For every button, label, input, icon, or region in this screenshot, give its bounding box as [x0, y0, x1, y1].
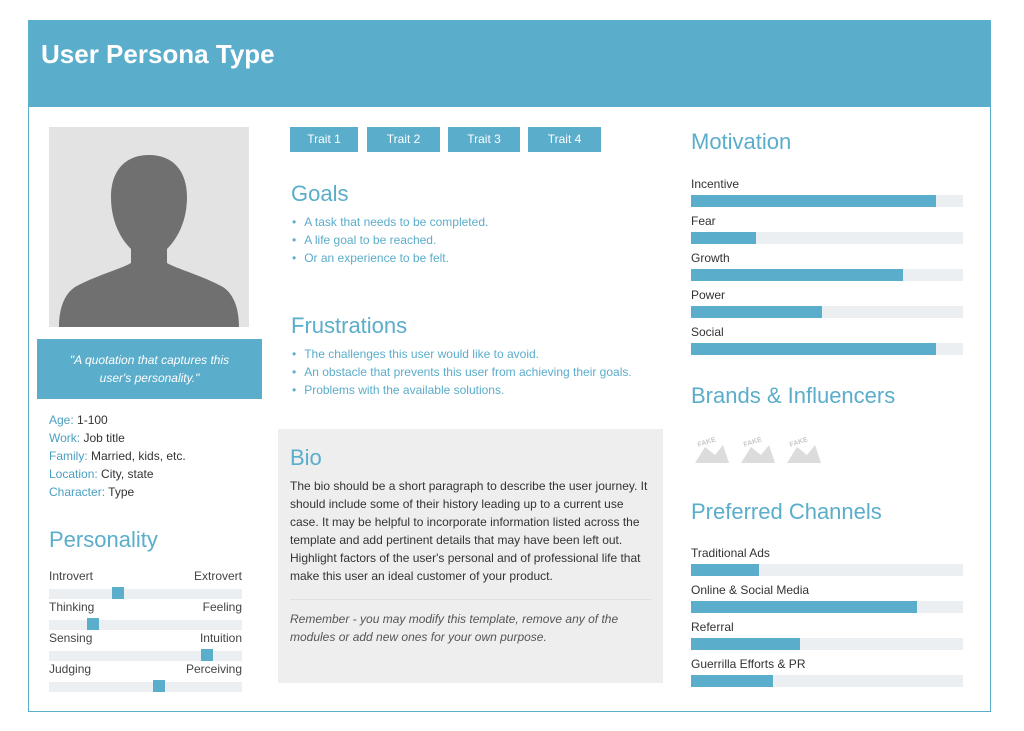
- header-bar: [29, 21, 990, 107]
- brands-title: Brands & Influencers: [691, 383, 896, 408]
- fake-logo-icon: [785, 433, 823, 465]
- channel-bar: [691, 675, 773, 687]
- motivation-title: Motivation: [691, 129, 792, 154]
- bio-divider: [290, 599, 651, 600]
- page-title: User Persona Type: [41, 39, 275, 69]
- fact-family: Family: Married, kids, etc.: [49, 449, 186, 463]
- fake-logo-icon: [739, 433, 777, 465]
- motivation-bar: [691, 232, 756, 244]
- personality-slider-handle[interactable]: [153, 680, 165, 692]
- persona-card: [28, 20, 991, 712]
- trait-tag-2[interactable]: Trait 2: [367, 127, 440, 152]
- fact-character: Character: Type: [49, 485, 135, 499]
- svg-text:FAKE: FAKE: [696, 436, 717, 449]
- motivation-bar: [691, 269, 903, 281]
- trait-tag-3[interactable]: Trait 3: [448, 127, 520, 152]
- trait-tags: [290, 127, 601, 152]
- persona-facts: [49, 411, 259, 501]
- user-silhouette-icon: [49, 127, 249, 327]
- personality-title: Personality: [49, 527, 158, 552]
- channel-meter-referral: Referral: [691, 620, 963, 650]
- list-item: • Or an experience to be felt.: [292, 249, 488, 267]
- personality-slider-handle[interactable]: [87, 618, 99, 630]
- svg-text:FAKE: FAKE: [742, 436, 763, 449]
- bio-note: Remember - you may modify this template, remove any of the modules or add new ones for your own purpose.: [290, 612, 619, 644]
- motivation-meter-fear: Fear: [691, 214, 963, 244]
- motivation-bar: [691, 343, 936, 355]
- avatar: [49, 127, 249, 327]
- list-item: • Problems with the available solutions.: [292, 381, 632, 399]
- list-item: • A task that needs to be completed.: [292, 213, 488, 231]
- motivation-bar: [691, 195, 936, 207]
- trait-tag-1[interactable]: Trait 1: [290, 127, 358, 152]
- fact-location: Location: City, state: [49, 467, 154, 481]
- list-item: • The challenges this user would like to avoid.: [292, 345, 632, 363]
- personality-slider-handle[interactable]: [201, 649, 213, 661]
- personality-slider-handle[interactable]: [112, 587, 124, 599]
- motivation-meter-social: Social: [691, 325, 963, 355]
- personality-scale-thinking-feeling: Thinking Feeling: [49, 600, 242, 630]
- channel-bar: [691, 564, 759, 576]
- motivation-meter-growth: Growth: [691, 251, 963, 281]
- persona-quote: "A quotation that captures this user's personality.": [37, 339, 262, 399]
- frustrations-list: [292, 345, 632, 399]
- personality-scale-judging-perceiving: Judging Perceiving: [49, 662, 242, 692]
- brand-logos: [693, 433, 823, 465]
- channel-meter-guerrilla: Guerrilla Efforts & PR: [691, 657, 963, 687]
- channel-bar: [691, 601, 917, 613]
- goals-list: [292, 213, 488, 267]
- goals-title: Goals: [291, 181, 349, 206]
- personality-scale-introvert-extrovert: Introvert Extrovert: [49, 569, 242, 599]
- motivation-bar: [691, 306, 822, 318]
- trait-tag-4[interactable]: Trait 4: [528, 127, 601, 152]
- channel-meter-traditional-ads: Traditional Ads: [691, 546, 963, 576]
- channels-title: Preferred Channels: [691, 499, 882, 524]
- motivation-meter-incentive: Incentive: [691, 177, 963, 207]
- list-item: • A life goal to be reached.: [292, 231, 488, 249]
- channel-meter-online-social: Online & Social Media: [691, 583, 963, 613]
- fact-work: Work: Job title: [49, 431, 125, 445]
- fact-age: Age: 1-100: [49, 413, 108, 427]
- bio-text: The bio should be a short paragraph to describe the user journey. It should include some of their history leading up to a current use case. It may be helpful to incorporate information listed across the template and add pertinent details that may have been left out. Highlight factors of the user's personal and of professional life that make this user an ideal customer of your product.: [290, 479, 648, 583]
- personality-scale-sensing-intuition: Sensing Intuition: [49, 631, 242, 661]
- motivation-meter-power: Power: [691, 288, 963, 318]
- frustrations-title: Frustrations: [291, 313, 408, 338]
- channel-bar: [691, 638, 800, 650]
- list-item: • An obstacle that prevents this user from achieving their goals.: [292, 363, 632, 381]
- svg-text:FAKE: FAKE: [788, 436, 809, 449]
- bio-panel: [278, 429, 663, 683]
- fake-logo-icon: [693, 433, 731, 465]
- bio-title: Bio: [290, 445, 322, 470]
